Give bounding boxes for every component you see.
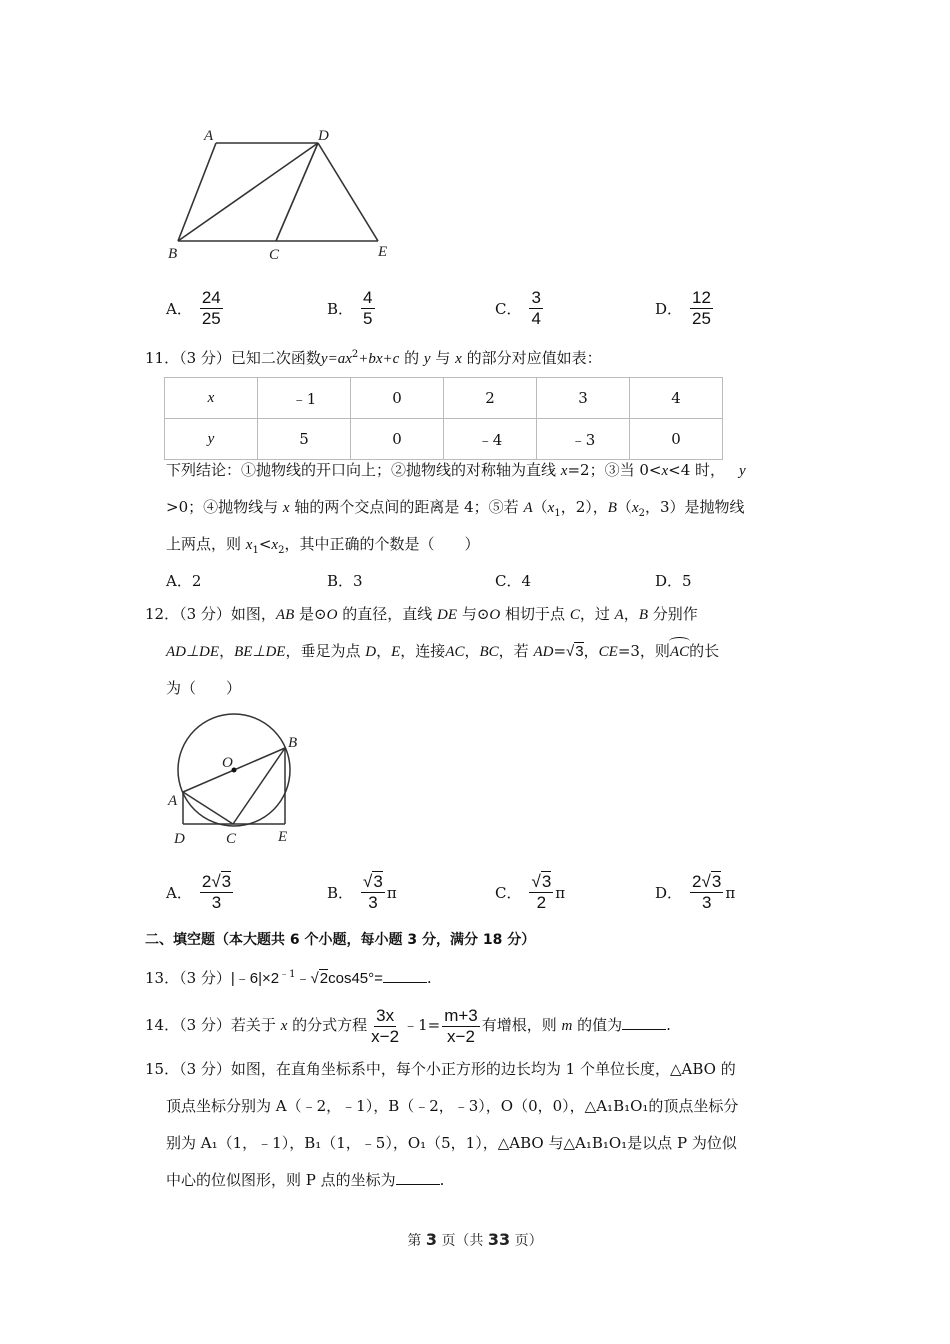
label-B: B (168, 246, 178, 262)
denominator: 3 (368, 893, 378, 912)
numerator: 2√3 (692, 872, 722, 891)
q10-option-b[interactable] (327, 288, 377, 329)
option-label: A． (166, 572, 192, 590)
table-row (165, 378, 723, 419)
table-cell: 4 (630, 378, 723, 419)
text: . (426, 969, 432, 987)
option-label: A． (166, 300, 192, 318)
coefficient: 2 (201, 872, 212, 891)
exponent: 2 (351, 349, 359, 360)
option-value: 2 (191, 571, 202, 590)
option-label: D． (655, 300, 683, 318)
text: 的值为 (577, 1016, 623, 1034)
radicand: 2 (319, 970, 329, 987)
text: . (666, 1016, 671, 1034)
row-header: y (165, 419, 258, 460)
page-number: 3 (425, 1230, 437, 1249)
footer-text: 页（共 (441, 1233, 484, 1249)
fraction (442, 1006, 480, 1047)
q11-stem (145, 345, 602, 369)
text: 如图，在直角坐标系中，每个小正方形的边长均为 1 个单位长度，△ABO 的 (230, 1060, 736, 1078)
segment-DE (318, 143, 378, 241)
option-label: A． (166, 884, 192, 902)
math: x (280, 1018, 288, 1034)
q15-stem-line4 (166, 1170, 444, 1190)
math: y (423, 351, 431, 367)
math: cos45°= (328, 970, 383, 987)
q11-option-b[interactable] (327, 570, 363, 591)
q11-conclusions-line2 (166, 497, 745, 524)
text: ，垂足为点 (285, 642, 361, 660)
fraction (529, 872, 553, 913)
text: ， (464, 642, 480, 660)
option-label: C． (495, 300, 522, 318)
text: 为（ ） (166, 679, 242, 697)
radicand: 3 (541, 872, 552, 891)
question-score: （3 分） (179, 969, 231, 987)
fraction (529, 288, 542, 329)
math: x (631, 500, 639, 516)
radicand: 3 (221, 872, 232, 891)
math: AD⊥DE (166, 644, 220, 660)
math: B (638, 607, 648, 623)
q11-option-c[interactable] (495, 570, 531, 591)
math: ﹣1= (403, 1016, 441, 1034)
numerator: 2√3 (201, 872, 232, 891)
text: ， (583, 642, 599, 660)
math: x (661, 463, 669, 479)
q10-option-c[interactable] (495, 288, 545, 329)
text: ，2）， (560, 498, 608, 516)
option-label: D． (655, 572, 683, 590)
math: +bx+c (358, 351, 400, 367)
question-number: 15． (145, 1060, 180, 1078)
arc-AC: AC (669, 644, 690, 660)
math: A (523, 500, 533, 516)
math: x (282, 500, 290, 516)
numerator: 3x (376, 1005, 395, 1025)
option-label: B． (327, 572, 354, 590)
text: ， (623, 605, 639, 623)
q11-conclusions-line3 (166, 534, 479, 561)
math: A (614, 607, 624, 623)
text: 相切于点 (505, 605, 566, 623)
math: O (489, 607, 501, 623)
numerator: 3 (531, 288, 541, 307)
q12-stem-line1 (145, 604, 698, 625)
text: 的长 (689, 642, 720, 660)
segment-AB (178, 143, 216, 241)
answer-blank[interactable] (622, 1015, 666, 1030)
text: ，连接 (400, 642, 446, 660)
q13-stem (145, 965, 432, 989)
radicand: 3 (575, 643, 584, 660)
row-header: x (165, 378, 258, 419)
text: （ (616, 498, 632, 516)
label-C: C (269, 247, 280, 263)
math: x (245, 537, 253, 553)
math: E (391, 644, 401, 660)
page-footer (0, 1230, 950, 1250)
text: ，若 (498, 642, 529, 660)
numerator: m+3 (444, 1005, 478, 1025)
text: （ (532, 498, 548, 516)
option-value: 4 (521, 571, 532, 590)
math: y=ax (320, 351, 352, 367)
text: ， (219, 642, 235, 660)
question-score: （3 分） (179, 1060, 231, 1078)
fraction (200, 872, 233, 913)
math: x (455, 351, 462, 367)
numerator: 24 (201, 288, 221, 307)
answer-blank[interactable] (396, 1170, 440, 1185)
text: ，其中正确的个数是（ ） (284, 535, 480, 553)
label-E: E (378, 244, 388, 260)
denominator: x−2 (447, 1026, 475, 1046)
numerator: 4 (363, 288, 373, 307)
q12-option-a[interactable] (166, 872, 235, 913)
text: 别为 A₁（1，﹣1），B₁（1，﹣5），O₁（5，1），△ABO 与△A₁B₁O₁是以点 P 为位似 (166, 1134, 737, 1152)
table-cell: 0 (351, 419, 444, 460)
math: m (561, 1018, 573, 1034)
text: =2；③当 0< (567, 461, 662, 479)
math: CE (598, 644, 618, 660)
q12-option-c[interactable] (495, 872, 565, 913)
figure-quadrilateral (160, 120, 400, 270)
math: y (739, 463, 746, 479)
math: x (560, 463, 568, 479)
math: BE⊥DE (234, 644, 286, 660)
denominator: 3 (701, 893, 712, 912)
pi-symbol: π (386, 883, 397, 902)
answer-blank[interactable] (383, 968, 427, 983)
math: AC (445, 644, 465, 660)
label-E: E (278, 829, 288, 845)
text: 顶点坐标分别为 A（﹣2，﹣1），B（﹣2，﹣3），O（0，0），△A₁B₁O₁的顶点坐标分 (166, 1097, 739, 1115)
fraction (690, 872, 723, 913)
text: 的直径，直线 (342, 605, 433, 623)
text: < (258, 535, 272, 553)
question-number: 13． (145, 969, 180, 987)
label-C: C (226, 831, 237, 847)
option-label: C． (495, 572, 522, 590)
sqrt: √3 (566, 643, 584, 660)
math: ﹣ (295, 969, 311, 987)
label-A: A (168, 793, 178, 809)
option-label: B． (327, 884, 354, 902)
label-B: B (288, 735, 298, 751)
pi-symbol: π (725, 883, 736, 902)
numerator: √3 (363, 872, 383, 891)
table-cell: 3 (537, 378, 630, 419)
question-score: （3 分） (179, 605, 231, 623)
text: ，3）是抛物线 (644, 498, 745, 516)
question-number: 14． (145, 1016, 180, 1034)
figure-circle-tangent (160, 705, 320, 855)
pi-symbol: π (555, 883, 566, 902)
text: 已知二次函数 (230, 349, 321, 367)
text: 与 (435, 349, 451, 367)
value-table (164, 377, 723, 460)
text: 有增根，则 (481, 1016, 557, 1034)
subscript: 1 (554, 508, 561, 519)
q12-stem-line3 (166, 678, 241, 698)
table-cell: 5 (258, 419, 351, 460)
table-cell: 0 (630, 419, 723, 460)
subscript: 2 (638, 508, 645, 519)
question-number: 12． (145, 605, 180, 623)
q15-stem-line3 (166, 1133, 737, 1153)
coefficient: 2 (692, 872, 702, 891)
text: 下列结论：①抛物线的开口向上；②抛物线的对称轴为直线 (166, 461, 557, 479)
text: 上两点，则 (166, 535, 242, 553)
option-label: C． (495, 884, 522, 902)
fraction (690, 288, 713, 329)
table-cell: ﹣1 (258, 378, 351, 419)
label-O: O (222, 755, 233, 771)
denominator: 3 (211, 893, 222, 912)
question-score: （3 分） (179, 349, 231, 367)
text: 的分式方程 (292, 1016, 368, 1034)
math: BC (479, 644, 499, 660)
math: x (547, 500, 555, 516)
q10-option-d[interactable] (655, 288, 715, 329)
q11-option-d[interactable] (655, 570, 692, 591)
q11-conclusions-line1 (166, 460, 746, 481)
table-cell: ﹣4 (444, 419, 537, 460)
denominator: 5 (363, 309, 373, 328)
radicand: 3 (711, 872, 722, 891)
q15-stem-line2 (166, 1096, 738, 1116)
q12-option-d[interactable] (655, 872, 735, 913)
denominator: 2 (536, 893, 547, 912)
section-title: 二、填空题（本大题共 6 个小题，每小题 3 分，满分 18 分） (145, 932, 536, 948)
sqrt: √2 (310, 970, 329, 987)
math: C (569, 607, 580, 623)
option-label: B． (327, 300, 354, 318)
text: >0；④抛物线与 (166, 498, 279, 516)
question-number: 11． (145, 349, 180, 367)
denominator: 25 (201, 309, 221, 328)
text: <4 时， (668, 461, 726, 479)
option-value: 5 (682, 571, 692, 590)
fraction (369, 1006, 401, 1047)
math: DE (437, 607, 458, 623)
table-row (165, 419, 723, 460)
label-A: A (204, 128, 214, 144)
math: AD (533, 644, 554, 660)
total-pages: 33 (487, 1230, 511, 1249)
numerator: √3 (531, 872, 552, 891)
fraction (200, 288, 223, 329)
footer-text: 第 (407, 1233, 422, 1249)
table-cell: 0 (351, 378, 444, 419)
denominator: 4 (531, 309, 541, 328)
q12-stem-line2 (166, 641, 719, 662)
q12-option-b[interactable] (327, 872, 397, 913)
text: 是⊙ (299, 605, 327, 623)
footer-text: 页） (514, 1233, 543, 1249)
q11-option-a[interactable] (166, 570, 201, 591)
q14-stem (145, 1004, 671, 1046)
fraction (361, 872, 385, 913)
label-D: D (318, 128, 329, 144)
table-cell: 2 (444, 378, 537, 419)
math: D (365, 644, 377, 660)
math: B (607, 500, 617, 516)
radicand: 3 (373, 872, 383, 891)
fraction (361, 288, 374, 329)
text: 轴的两个交点间的距离是 4；⑤若 (294, 498, 519, 516)
q10-option-a[interactable] (166, 288, 225, 329)
text: 与⊙ (461, 605, 490, 623)
question-score: （3 分） (179, 1016, 231, 1034)
math: x (271, 537, 279, 553)
math: O (326, 607, 338, 623)
text: = (553, 642, 567, 660)
text: 的 (404, 349, 420, 367)
text: 如图， (230, 605, 276, 623)
subscript: 1 (252, 545, 259, 556)
text: . (439, 1171, 445, 1189)
exponent: ﹣1 (279, 969, 296, 980)
option-value: 3 (353, 571, 363, 590)
text: =3，则 (617, 642, 670, 660)
math: |﹣6|×2 (230, 970, 280, 987)
table-cell: ﹣3 (537, 419, 630, 460)
numerator: 12 (692, 288, 711, 307)
math: AB (275, 607, 295, 623)
denominator: 25 (692, 309, 711, 328)
label-D: D (174, 831, 185, 847)
option-label: D． (655, 884, 683, 902)
text: 中心的位似图形，则 P 点的坐标为 (166, 1171, 396, 1189)
text: 的部分对应值如表： (466, 349, 602, 367)
subscript: 2 (278, 545, 285, 556)
text: 若关于 (230, 1016, 276, 1034)
q15-stem-line1 (145, 1059, 736, 1079)
denominator: x−2 (371, 1026, 400, 1046)
text: ， (376, 642, 392, 660)
text: ，过 (579, 605, 610, 623)
text: 分别作 (652, 605, 698, 623)
